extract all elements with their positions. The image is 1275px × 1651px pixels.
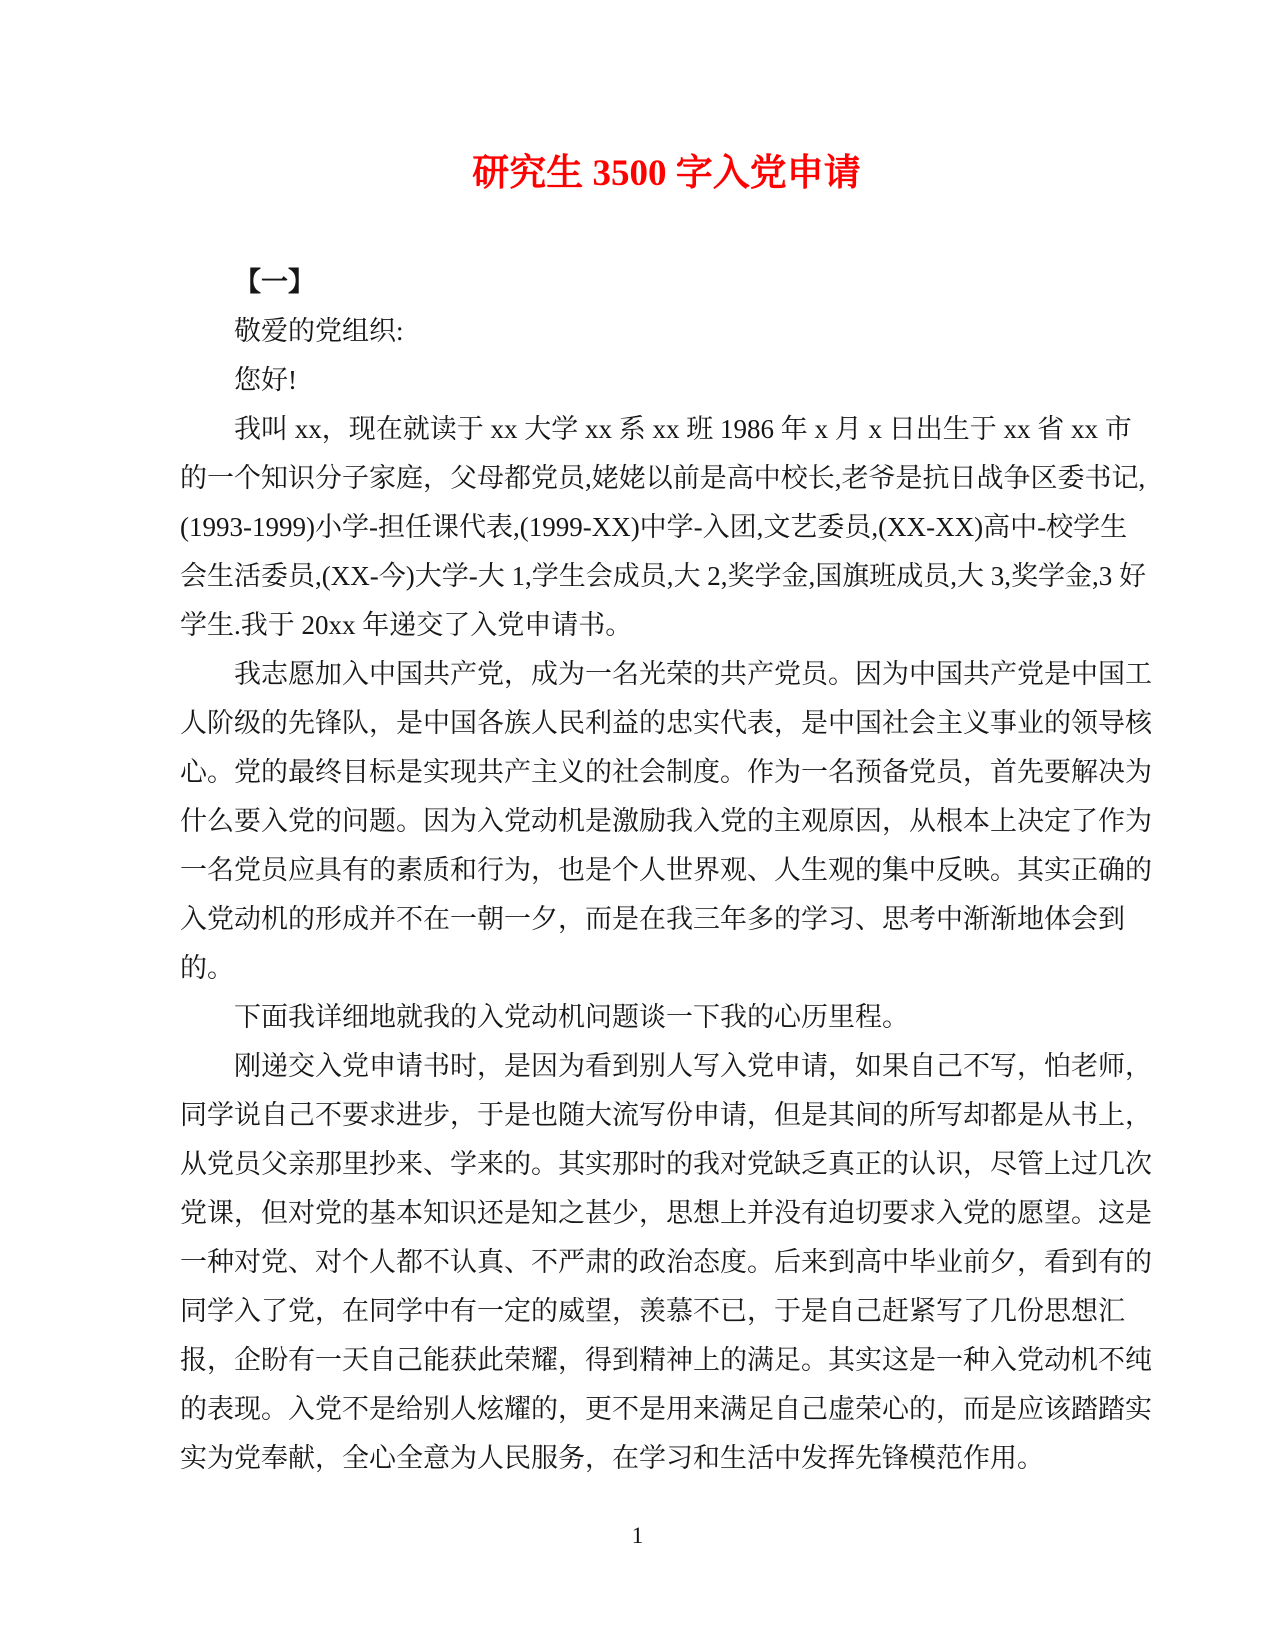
paragraph-self-introduction: 我叫 xx，现在就读于 xx 大学 xx 系 xx 班 1986 年 x 月 x 日出生于 xx 省 xx 市的一个知识分子家庭，父母都党员,姥姥以前是高中校长,老爷是抗日战争区委书记,(1993-1999)小学-担任课代表,(1999-XX)中学-入团,文艺委员,(XX-XX)高中-校学生会生活委员,(XX-今)大学-大 1,学生会成员,大 2,奖学金,国旗班成员,大 3,奖学金,3 好学生.我于 20xx 年递交了入党申请书。 xyxy=(180,414,1146,640)
salutation-line: 敬爱的党组织: xyxy=(234,316,404,346)
page-number: 1 xyxy=(631,1523,644,1548)
paragraph-join-party-motivation: 我志愿加入中国共产党，成为一名光荣的共产党员。因为中国共产党是中国工人阶级的先锋队，是中国各族人民利益的忠实代表，是中国社会主义事业的领导核心。党的最终目标是实现共产主义的社会制度。作为一名预备党员，首先要解决为什么要入党的问题。因为入党动机是激励我入党的主观原因，从根本上决定了作为一名党员应具有的素质和行为，也是个人世界观、人生观的集中反映。其实正确的入党动机的形成并不在一朝一夕，而是在我三年多的学习、思考中渐渐地体会到的。 xyxy=(180,659,1152,983)
greeting-line: 您好! xyxy=(234,365,297,395)
paragraph-transition: 下面我详细地就我的入党动机问题谈一下我的心历里程。 xyxy=(234,1002,909,1032)
section-marker: 【一】 xyxy=(234,267,315,297)
paragraph-motivation-history: 刚递交入党申请书时，是因为看到别人写入党申请，如果自己不写，怕老师，同学说自己不要求进步，于是也随大流写份申请，但是其间的所写却都是从书上，从党员父亲那里抄来、学来的。其实那时的我对党缺乏真正的认识，尽管上过几次党课，但对党的基本知识还是知之甚少，思想上并没有迫切要求入党的愿望。这是一种对党、对个人都不认真、不严肃的政治态度。后来到高中毕业前夕，看到有的同学入了党，在同学中有一定的威望，羡慕不已，于是自己赶紧写了几份思想汇报，企盼有一天自己能获此荣耀，得到精神上的满足。其实这是一种入党动机不纯的表现。入党不是给别人炫耀的，更不是用来满足自己虚荣心的，而是应该踏踏实实为党奉献，全心全意为人民服务，在学习和生活中发挥先锋模范作用。 xyxy=(180,1051,1152,1473)
document-title: 研究生 3500 字入党申请 xyxy=(472,153,861,194)
